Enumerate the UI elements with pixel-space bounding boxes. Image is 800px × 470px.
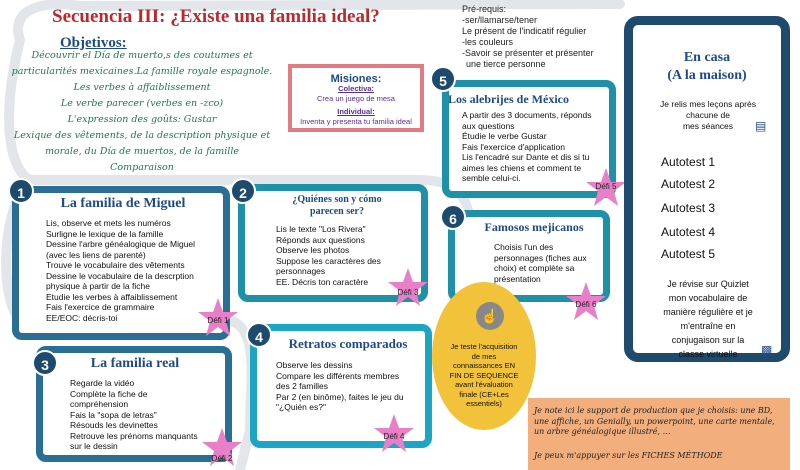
objetivos-line: Découvrir el Día de muerto,s des coutumes et [31,50,253,61]
card-3-item: Regarde la vidéo [70,378,135,388]
hand-pointer-icon: ☝ [476,302,504,330]
card-4-item: Par 2 (en binôme), faites le jeu du [276,391,404,402]
card-5-title: Los alebrijes de México [448,92,569,106]
autotest-5[interactable]: Autotest 5 [661,247,716,261]
card-1-item: Lis, observe et mets les numéros [46,218,171,228]
misiones-box [288,64,424,132]
card-2-item: EE. Décris ton caractère [276,276,369,287]
card-2-number: 2 [230,178,256,204]
card-2-list [276,224,381,287]
en-casa-title: En casa [683,50,731,65]
defi-2-label: Défi 2 [211,454,233,463]
card-3-item: sur le dessin [70,441,118,451]
prerequis-line: -les couleurs [462,37,514,47]
card-5-item: aux questions [462,120,515,131]
card-1-item: Fais l'exercice de grammaire [46,302,155,312]
card-6-list [494,242,587,284]
card-4-item: des 2 familles [276,381,328,391]
relis-line: mes séances [682,121,734,131]
quizlet-line: conjugaison sur la [671,335,745,345]
notes-icon: ▤ [755,119,767,133]
card-1-item: Trouve le vocabulaire des vêtements [46,260,185,270]
card-3-number: 3 [32,350,58,376]
defi-4-label: Défi 4 [383,432,405,441]
card-1-title: La familia de Miguel [60,196,186,211]
evaluation-line: connaissances EN [452,361,516,370]
en-casa-phone [624,16,790,362]
card-2-title-line: parecen ser? [310,206,364,217]
defi-3-label: Défi 3 [397,288,419,297]
card-5-item: Étudie le verbe Gustar [462,131,547,141]
support-line: un arbre généalogique illustré, … [534,427,671,436]
prerequis-line: Pré-requis: [462,4,507,14]
card-5-item: aimes les chiens et comment te [462,162,582,173]
prerequis-line: Le présent de l'indicatif régulier [462,26,587,36]
card-3-list [70,378,198,452]
relis-line: Je relis mes leçons après [660,99,756,109]
colectiva-text: Crea un juego de mesa [317,94,395,103]
card-4-item: "¿Quién es?" [276,402,326,412]
chart-icon: ▩ [761,343,773,357]
quizlet-line: mon vocabulaire de [668,293,748,303]
individual-label: Individual: [337,107,375,116]
support-line: une affiche, un Genially, un powerpoint, une carte mentale, [534,416,775,426]
evaluation-line: FIN DE SEQUENCE [449,370,519,380]
objetivos-line: Comparaison [110,162,174,173]
card-1-item: Etudie les verbes à affaiblissement [46,291,178,302]
evaluation-line: de mes [471,351,497,361]
objetivos-line: morale, du Día de muertos, de la famille [44,146,240,157]
defi-6-star[interactable] [564,280,608,324]
defi-5-label: Défi 5 [595,182,617,191]
card-1-item: Dessine l'arbre généalogique de Miguel [46,239,196,249]
defi-1-star[interactable] [196,296,240,340]
card-2-item: Observe les photos [276,245,350,255]
card-1-number: 1 [8,178,34,204]
card-5-item: semble celui-ci. [462,173,521,183]
card-1-item: physique à partir de la fiche [46,281,150,291]
card-6-item: Choisis l'un des [494,242,554,252]
card-1-item: (avec les liens de parenté) [46,249,146,260]
colectiva-label: Colectiva: [338,84,374,93]
star-icon [200,426,244,470]
card-5-list [462,110,591,184]
card-2-item: Lis le texte "Los Rivera" [276,224,366,234]
prerequis-line: -Savoir se présenter et présenter [462,48,594,58]
card-2-item: Réponds aux questions [276,234,365,245]
quizlet-line: classe virtuelle [678,349,738,359]
objetivos-line: Les verbes à affaiblissement [73,82,211,93]
card-3-item: Fais la "sopa de letras" [70,409,157,420]
quizlet-line: Je révise sur Quizlet [667,279,749,289]
card-1-item: Surligne le lexique de la famille [46,228,164,239]
defi-2-star[interactable] [200,426,244,470]
a-la-maison-title: (A la maison) [667,68,747,83]
defi-3-star[interactable] [386,266,430,310]
quizlet-line: manière régulière et je [663,307,753,317]
card-2-item: personnages [276,266,326,276]
support-line: Je note ici le support de production que je choisis: une BD, [534,406,773,415]
autotest-4[interactable]: Autotest 4 [661,225,716,239]
card-3-item: compréhension [70,399,129,409]
card-3-item: Résouds les devinettes [70,420,158,430]
card-5-item: Fais l'exercice d'application [462,141,565,152]
card-4-item: Compare les différents membres [276,370,400,381]
card-1-item: EE/EOC: décris-toi [46,312,118,323]
card-6-item: présentation [494,273,541,284]
support-box [528,398,790,470]
card-3-item: Complète la fiche de [70,388,148,399]
card-6-item: personnages (fiches aux [494,252,587,263]
card-5-item: Lis l'encadré sur Dante et dis si tu [462,152,590,162]
evaluation-line: finale (CE+Les [459,389,509,399]
evaluation-line: avant l'évaluation [455,380,513,389]
evaluation-line: Je teste l'acquisition [450,342,518,351]
relis-line: chacune de [686,110,730,120]
card-3-item: Retrouve les prénoms manquants [70,430,198,441]
autotest-1[interactable]: Autotest 1 [661,155,716,169]
phone-speaker [687,16,727,22]
card-4-list [276,360,404,413]
misiones-title: Misiones: [330,73,382,85]
card-4-number: 4 [246,322,272,348]
misiones-content [292,68,420,128]
defi-4-star[interactable] [372,412,416,456]
objetivos-line: L'expression des goûts: Gustar [67,114,217,125]
card-2-item: Suppose les caractères des [276,255,381,266]
page-title: Secuencia III: ¿Existe una familia ideal? [52,6,380,27]
card-4-title: Retratos comparados [288,336,408,351]
defi-1-label: Défi 1 [207,316,229,325]
objetivos-line: particularités mexicaines.La famille royale espagnole. [11,66,273,77]
individual-text: Inventa y presenta tu familia ideal [300,117,412,126]
card-5-item: A partir des 3 documents, réponds [462,110,592,120]
prerequis-line: une tierce personne [466,59,546,69]
card-6-title: Famosos mejicanos [484,220,584,234]
fiches-methode-text: Je peux m'appuyer sur les FICHES MÉTHODE [534,450,723,460]
defi-5-star[interactable] [584,166,628,210]
card-5-number: 5 [430,66,456,92]
prerequis-block [462,4,622,70]
card-2-title [262,194,412,218]
prerequis-line: -ser/llamarse/tener [462,15,538,25]
autotest-2[interactable]: Autotest 2 [661,177,716,191]
evaluation-line: essentiels) [466,399,502,408]
objetivos-title: Objetivos: [60,35,127,51]
defi-6-label: Défi 6 [575,300,597,309]
objetivos-line: Le verbe parecer (verbes en -zco) [60,98,224,109]
autotest-3[interactable]: Autotest 3 [661,201,716,215]
card-2-title-line: ¿Quiénes son y cómo [292,194,382,205]
card-4-item: Observe les dessins [276,360,353,370]
card-1-list [46,218,195,323]
objetivos-line: Lexique des vêtements, de la description physique et [13,130,271,141]
objetivos-list [8,48,276,176]
card-1-item: Dessine le vocabulaire de la descrption [46,270,194,281]
quizlet-text [639,277,777,361]
card-3-title: La familia real [90,356,180,371]
card-6-number: 6 [440,204,466,230]
card-6-item: choix) et complète sa [494,263,575,273]
quizlet-line: m'entraîne en [680,321,736,331]
